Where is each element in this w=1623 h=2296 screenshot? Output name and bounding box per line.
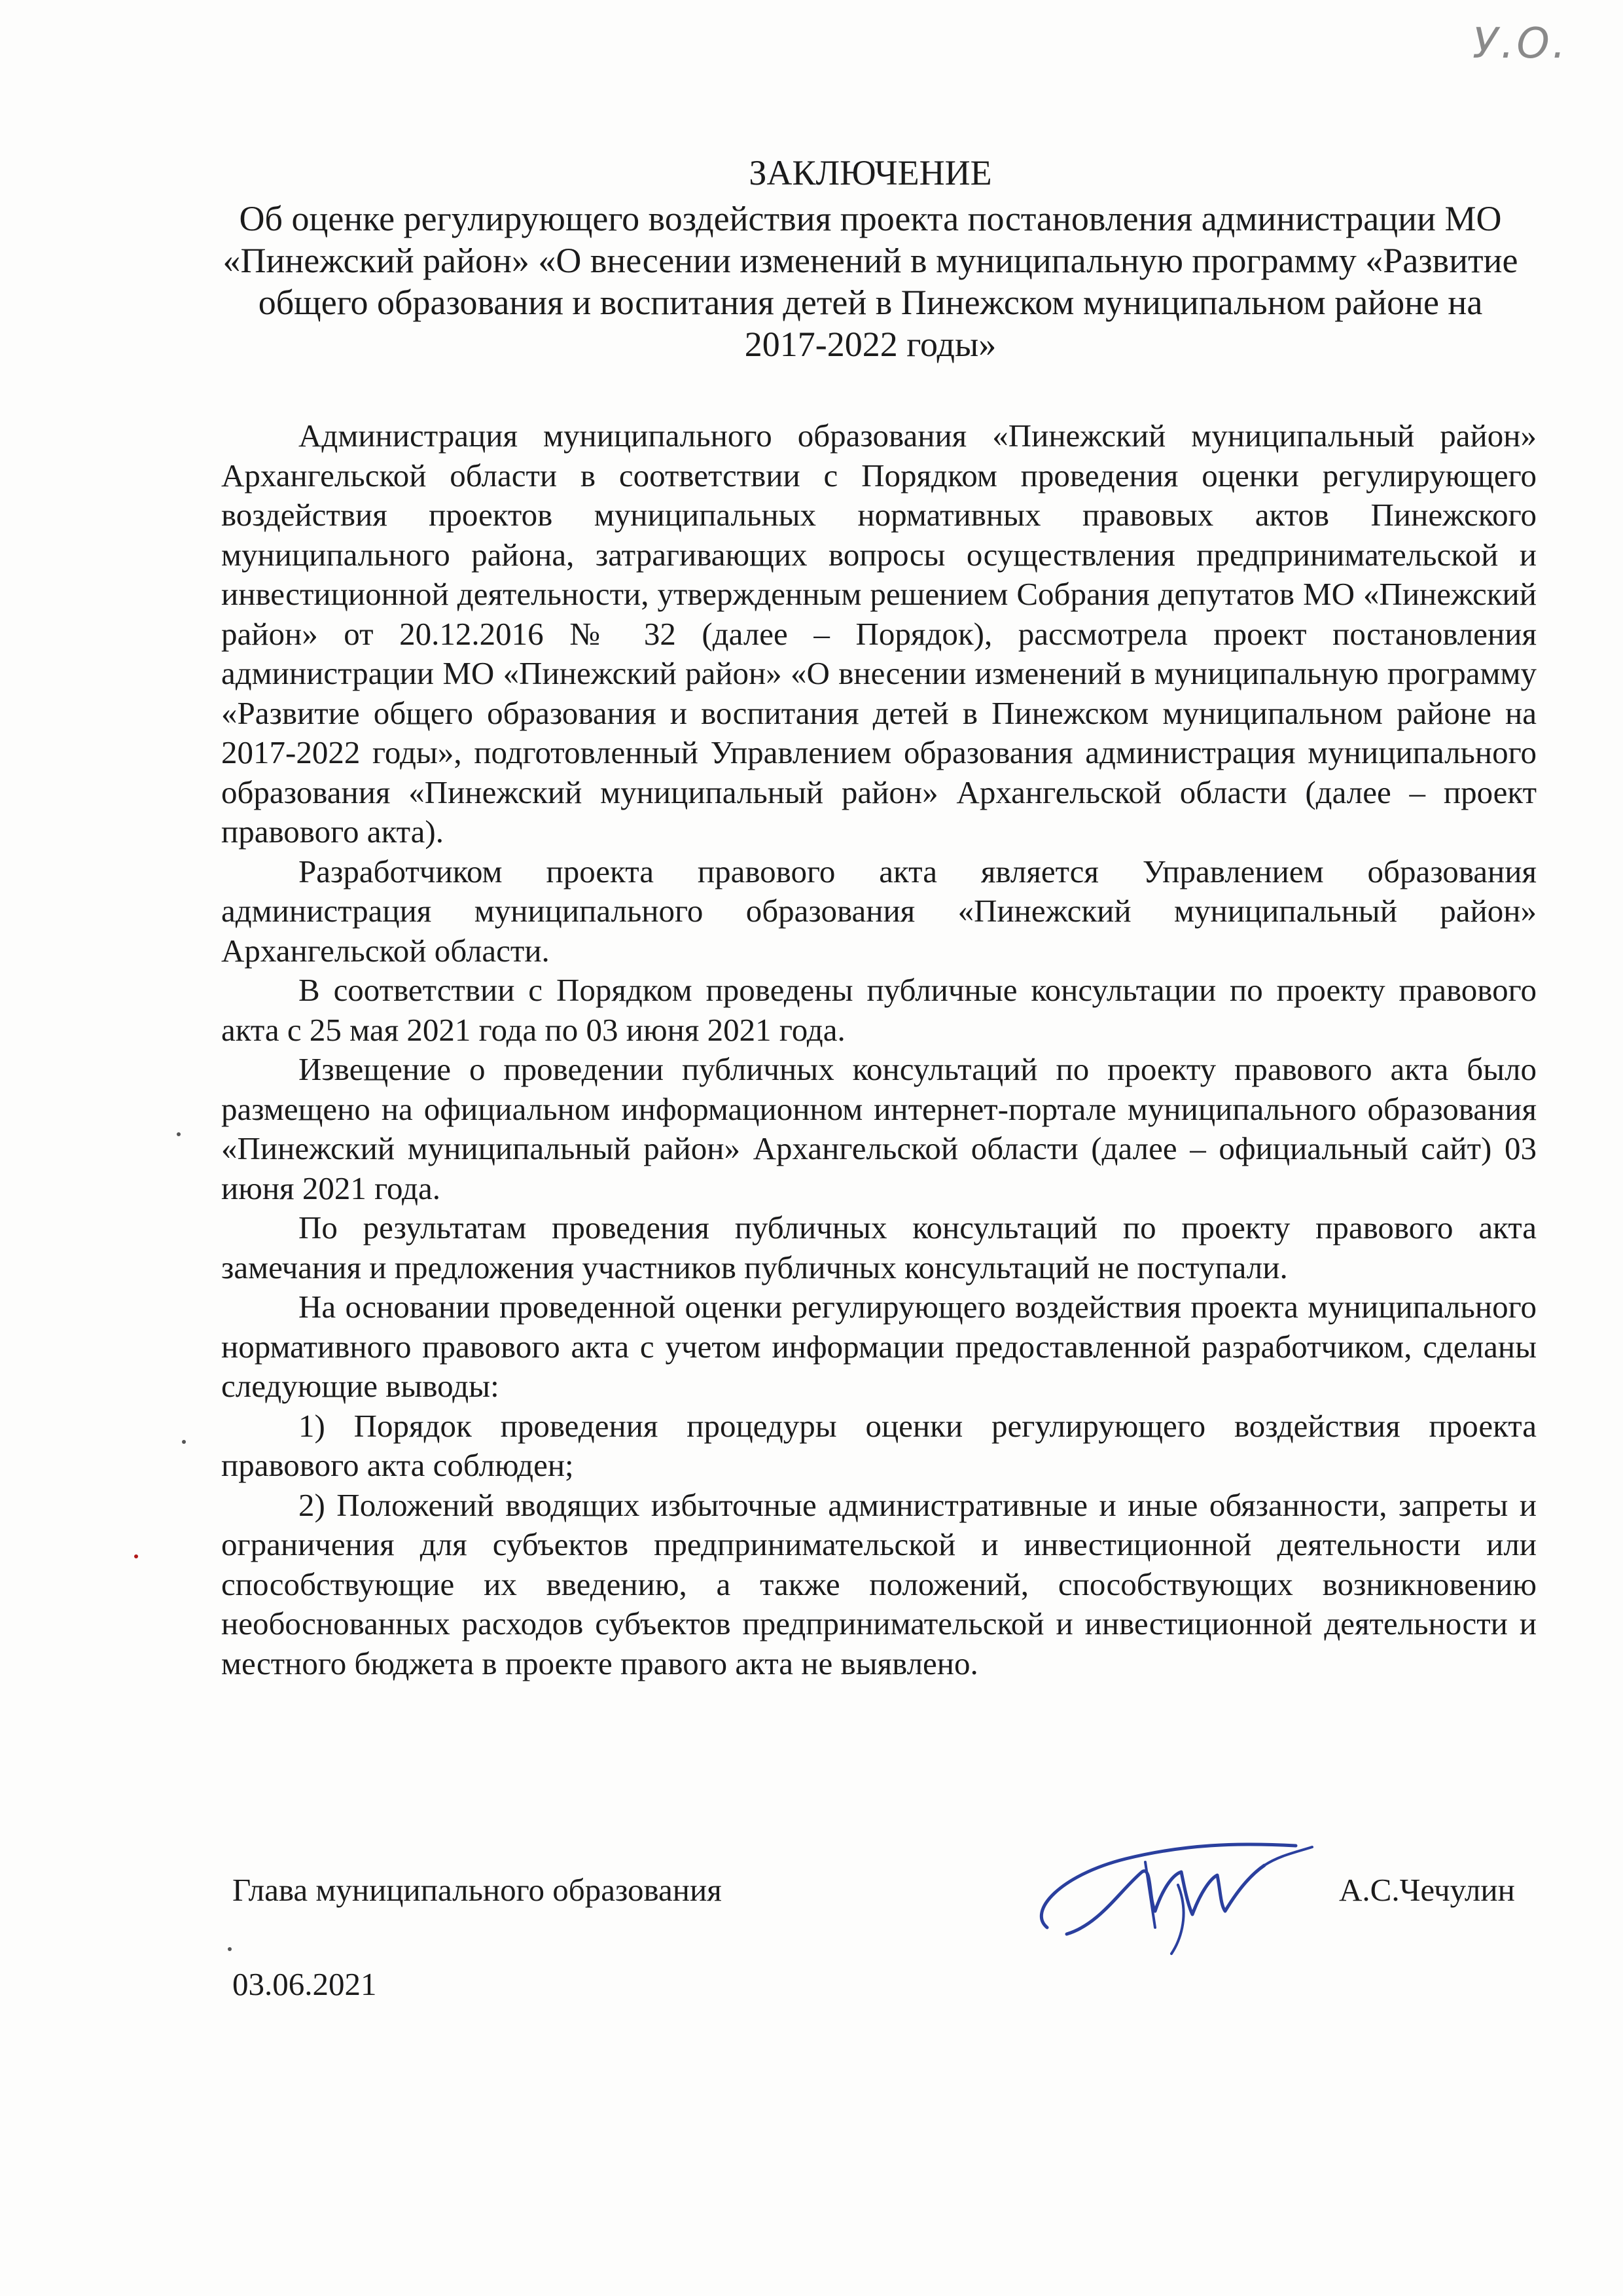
paragraph-intro: Администрация муниципального образования «Пинежский муниципальный район» Архангельской области в соответствии с Порядком проведения оценки регулирующего воздействия проектов муниципальных нормативных правовых актов Пинежского муниципального района, затрагивающих вопросы осуществления предпринимательской и инвестиционной деятельности, утвержденным решением Собрания депутатов МО «Пинежский район» от 20.12.2016 № 32 (далее – Порядок), рассмотрела проект постановления администрации МО «Пинежский район» «О внесении изменений в муниципальную программу «Развитие общего образования и воспитания детей в Пинежском муниципальном районе на 2017-2022 годы», подготовленный Управлением образования администрация муниципального образования «Пинежский муниципальный район» Архангельской области (далее – проект правового акта). <box>221 418 1537 850</box>
document-body <box>221 416 1537 1683</box>
paragraph-developer: Разработчиком проекта правового акта является Управлением образования администрация муниципального образования «Пинежский муниципальный район» Архангельской области. <box>221 853 1537 969</box>
paper-speck <box>177 1132 181 1136</box>
handwritten-signature <box>1021 1813 1322 1964</box>
document-title: ЗАКЛЮЧЕНИЕ <box>749 153 992 192</box>
corner-annotation: У.О. <box>1472 20 1569 68</box>
conclusion-item-1: 1) Порядок проведения процедуры оценки регулирующего воздействия проекта правового акта соблюден; <box>221 1407 1537 1483</box>
conclusion-item-2: 2) Положений вводящих избыточные административные и иные обязанности, запреты и ограничения для субъектов предпринимательской и инвестиционной деятельности или способствующие их введению, а также положений, способствующих возникновению необоснованных расходов субъектов предпринимательской и инвестиционной деятельности и местного бюджета в проекте правого акта не выявлено. <box>221 1486 1537 1681</box>
title-block <box>216 152 1525 365</box>
signer-name: А.С.Чечулин <box>1339 1872 1515 1908</box>
signer-title: Глава муниципального образования <box>232 1872 722 1908</box>
paper-speck <box>228 1947 232 1951</box>
paragraph-results: По результатам проведения публичных консультаций по проекту правового акта замечания и предложения участников публичных консультаций не поступали. <box>221 1210 1537 1285</box>
document-date: 03.06.2021 <box>232 1966 377 2002</box>
paragraph-conclusions-intro: На основании проведенной оценки регулирующего воздействия проекта муниципального нормативного правового акта с учетом информации предоставленной разработчиком, сделаны следующие выводы: <box>221 1289 1537 1404</box>
paragraph-notice: Извещение о проведении публичных консультаций по проекту правового акта было размещено на официальном информационном интернет-портале муниципального образования «Пинежский муниципальный район» Архангельской области (далее – официальный сайт) 03 июня 2021 года. <box>221 1051 1537 1206</box>
paragraph-consultations: В соответствии с Порядком проведены публичные консультации по проекту правового акта с 25 мая 2021 года по 03 июня 2021 года. <box>221 972 1537 1048</box>
paper-speck <box>134 1554 138 1558</box>
document-subtitle: Об оценке регулирующего воздействия проекта постановления администрации МО «Пинежский район» «О внесении изменений в муниципальную программу «Развитие общего образования и воспитания детей в Пинежском муниципальном районе на 2017-2022 годы» <box>223 199 1518 364</box>
paper-speck <box>182 1440 186 1444</box>
